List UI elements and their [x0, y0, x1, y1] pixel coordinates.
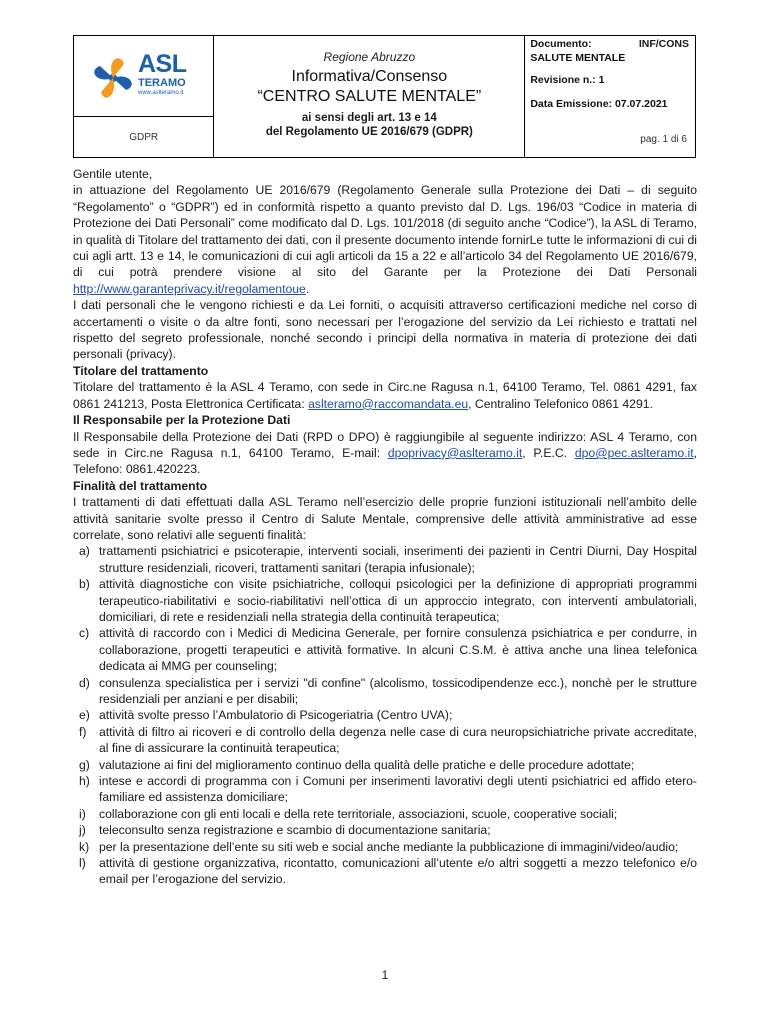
document-header	[73, 35, 696, 158]
list-item	[73, 724, 697, 757]
rpd-text: Il Responsabile della Protezione dei Dati (RPD o DPO) è raggiungibile al seguente indirizzo: ASL 4 Teramo, con sede in Circ.ne Ragusa n.1, 64100 Teramo, E-mail:	[73, 429, 697, 460]
list-item	[73, 855, 697, 888]
logo-cell	[74, 36, 214, 117]
greeting: Gentile utente,	[73, 167, 153, 181]
pinwheel-logo-icon	[88, 50, 138, 106]
list-item	[73, 576, 697, 625]
list-item	[73, 806, 697, 822]
page-indicator: pag. 1 di 6	[640, 134, 687, 145]
list-text: collaborazione con gli enti locali e della rete territoriale, associazioni, scuole, cooperative sociali;	[99, 806, 618, 821]
logo-brand: ASL	[138, 50, 187, 78]
list-item	[73, 773, 697, 806]
document-title: Informativa/Consenso	[291, 68, 448, 85]
titolare-text: Titolare del trattamento è la ASL 4 Teramo, con sede in Circ.ne Ragusa n.1, 64100 Teramo, Tel. 0861 4291, fax 0861 241213, Posta Elettronica Certificata:	[73, 380, 697, 411]
list-item	[73, 757, 697, 773]
intro-text: in attuazione del Regolamento UE 2016/679 (Regolamento Generale sulla Protezione dei Dati – di seguito “Regolamento” o “GDPR”) ed in conformità rispetto a quanto previsto dal D. Lgs. 196/03 “Codice in materia di Protezione dei Dati Personali” come modificato dal D. Lgs. 101/2018 (di seguito anche “Codice”), la ASL di Teramo, in qualità di Titolare del trattamento dei dati, con il presente documento intende fornirLe tutte le informazioni di cui di cui agli artt. 13 e 14, le comunicazioni di cui agli articoli da 15 a 22 e all’articolo 34 del Regolamento UE 2016/679, di cui potrà prendere visione al sito del Garante per la Protezione dei Dati Personali	[73, 183, 697, 280]
titolare-title: Titolare del trattamento	[73, 363, 209, 378]
list-text: attività di raccordo con i Medici di Medicina Generale, per fornire consulenza psichiatrica e per condurre, in collaborazione, progetti terapeutici e attività formative. In alcuni C.S.M. è attiva anche una linea telefonica dedicata ai MMG per counseling;	[99, 626, 697, 674]
list-item	[73, 625, 697, 674]
rpd-title: Il Responsabile per la Protezione Dati	[73, 413, 291, 428]
document-articles: ai sensi degli art. 13 e 14	[301, 112, 437, 124]
rpd-pec-link[interactable]: dpo@pec.aslteramo.it	[574, 445, 694, 460]
document-code-name: SALUTE MENTALE	[530, 52, 626, 64]
list-letter: h)	[79, 774, 90, 789]
finalita-intro: I trattamenti di dati effettuati dalla ASL Teramo nell’esercizio delle proprie funzioni istituzionali nell’ambito delle attività sanitarie svolte presso il Centro di Salute Mentale, comprensive delle attività amministrative ad esse correlate, sono relativi alle seguenti finalità:	[73, 495, 697, 542]
list-letter: g)	[79, 757, 90, 772]
document-label: Documento:	[530, 38, 592, 50]
list-text: trattamenti psichiatrici e psicoterapie, interventi sociali, inserimenti dei pazienti in Centri Diurni, Day Hospital strutture residenziali, ricoveri, trattamenti sanitari (terapia infusionale);	[99, 544, 697, 575]
list-text: attività di gestione organizzativa, ricontatto, comunicazioni all’utente e/o altri soggetti a mezzo telefonico e/o email per l’erogazione del servizio.	[99, 856, 697, 887]
list-letter: k)	[79, 839, 90, 854]
list-letter: d)	[79, 675, 90, 690]
document-regulation: del Regolamento UE 2016/679 (GDPR)	[265, 126, 473, 138]
emission-date: Data Emissione: 07.07.2021	[530, 98, 668, 110]
list-item	[73, 839, 697, 855]
asl-logo	[88, 50, 200, 106]
rpd-email-link[interactable]: dpoprivacy@aslteramo.it	[387, 445, 523, 460]
garante-link[interactable]: http://www.garanteprivacy.it/regolamentoue	[73, 281, 306, 296]
document-body	[73, 166, 697, 888]
rpd-end: , Telefono: 0861.420223.	[73, 445, 697, 477]
list-letter: c)	[79, 626, 90, 641]
title-cell	[214, 36, 525, 158]
finalita-list	[73, 543, 697, 888]
list-text: consulenza specialistica per i servizi "di confine" (alcolismo, tossicodipendenze ecc.), nonchè per le strutture residenziali per anziani e per disabili;	[99, 675, 697, 706]
list-letter: e)	[79, 708, 90, 723]
document-code: INF/CONS	[638, 38, 689, 50]
list-letter: b)	[79, 577, 90, 592]
list-text: valutazione ai fini del miglioramento continuo della qualità delle pratiche e delle procedure adottate;	[99, 757, 635, 772]
gdpr-label: GDPR	[74, 117, 214, 158]
list-item	[73, 707, 697, 723]
list-text: per la presentazione dell’ente su siti web e social anche mediante la pubblicazione di immagini/video/audio;	[99, 839, 679, 854]
list-letter: i)	[79, 806, 86, 821]
rpd-paragraph	[73, 429, 697, 478]
list-text: attività svolte presso l’Ambulatorio di Psicogeriatria (Centro UVA);	[99, 708, 453, 723]
document-subtitle: “CENTRO SALUTE MENTALE”	[257, 88, 482, 105]
list-text: attività diagnostiche con visite psichiatriche, colloqui psicologici per la definizione di appropriati programmi terapeutico-riabilitativi e socio-riabilitativi nell’ottica di un approccio integrato, con interventi ambulatoriali, domiciliari, di rete e residenziali nella strategia della continuità terapeutica;	[99, 577, 697, 624]
list-text: teleconsulto senza registrazione e scambio di documentazione sanitaria;	[99, 823, 491, 838]
list-letter: a)	[79, 544, 90, 559]
list-item	[73, 543, 697, 576]
intro-paragraph	[73, 182, 697, 297]
list-letter: j)	[79, 823, 86, 838]
titolare-paragraph	[73, 379, 697, 412]
page-number: 1	[381, 968, 389, 982]
titolare-pec-link[interactable]: aslteramo@raccomandata.eu	[308, 396, 469, 411]
logo-city: TERAMO	[138, 77, 186, 89]
rpd-mid: , P.E.C.	[522, 445, 575, 460]
list-item	[73, 675, 697, 708]
document-info-cell	[525, 36, 696, 158]
data-paragraph: I dati personali che le vengono richiesti e da Lei forniti, o acquisiti attraverso certificazioni mediche nel corso di accertamenti o visite o da altre fonti, sono necessari per l’erogazione del servizio da Lei richiesto e trattati nel rispetto del segreto professionale, nonché secondo i principi della normativa in materia di protezione dei dati personali (privacy).	[73, 298, 697, 362]
list-letter: f)	[79, 724, 87, 739]
region-label: Regione Abruzzo	[323, 50, 416, 64]
finalita-title: Finalità del trattamento	[73, 478, 208, 493]
intro-end: .	[305, 281, 310, 296]
revision-number: Revisione n.: 1	[530, 74, 605, 86]
list-item	[73, 822, 697, 838]
titolare-end: , Centralino Telefonico 0861 4291.	[468, 396, 653, 411]
list-text: intese e accordi di programma con i Comuni per inserimenti lavorativi degli utenti psichiatrici ed affido etero-familiare ed assistenza domiciliare;	[99, 774, 697, 805]
logo-text	[138, 52, 187, 97]
list-letter: l)	[79, 856, 86, 871]
list-text: attività di filtro ai ricoveri e di controllo della degenza nelle case di cura neuropsichiatriche private accreditate, al fine di assicurare la continuità terapeutica;	[99, 724, 697, 756]
logo-website: www.aslteramo.it	[138, 90, 184, 96]
